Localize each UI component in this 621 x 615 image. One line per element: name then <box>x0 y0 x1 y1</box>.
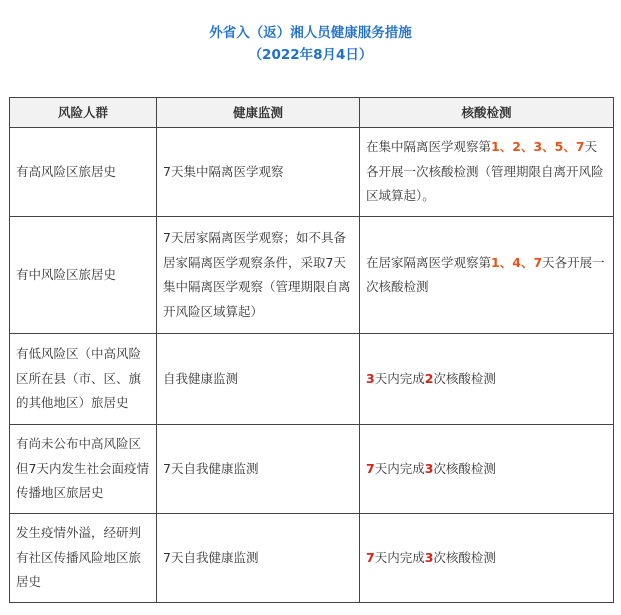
day-number: 7 <box>366 460 375 476</box>
day-separator: 、 <box>499 254 513 270</box>
nucleic-text: 在居家隔离医学观察第 <box>366 254 492 270</box>
table-row <box>10 514 614 603</box>
table-row <box>10 217 614 334</box>
cell-risk-group: 有低风险区（中高风险区所在县（市、区、旗的其他地区）旅居史 <box>10 334 157 425</box>
cell-nucleic-test <box>360 425 614 514</box>
cell-nucleic-test <box>360 334 614 425</box>
cell-nucleic-test <box>360 514 614 603</box>
test-count: 2 <box>424 370 434 386</box>
table-header-row <box>10 98 614 128</box>
day-separator: 、 <box>499 139 513 155</box>
cell-health-monitoring: 自我健康监测 <box>157 334 360 425</box>
day-separator: 、 <box>520 139 534 155</box>
day-number: 1 <box>491 254 500 270</box>
cell-health-monitoring: 7天居家隔离医学观察；如不具备居家隔离医学观察条件，采取7天集中隔离医学观察（管理期限自离开风险区域算起） <box>157 217 360 334</box>
nucleic-text: 天各开展一次核酸检测（管理期限自离开风险区域算起）。 <box>366 139 604 204</box>
day-number: 1 <box>491 139 500 155</box>
table-row <box>10 425 614 514</box>
day-number: 5 <box>554 139 564 155</box>
day-number: 7 <box>575 139 585 155</box>
header-nucleic-test: 核酸检测 <box>360 98 614 128</box>
cell-health-monitoring: 7天自我健康监测 <box>157 514 360 603</box>
cell-nucleic-test <box>360 128 614 217</box>
title-date: （2022年8月4日） <box>248 47 373 63</box>
cell-risk-group: 有尚未公布中高风险区但7天内发生社会面疫情传播地区旅居史 <box>10 425 157 514</box>
day-separator: 、 <box>520 254 534 270</box>
cell-risk-group: 有高风险区旅居史 <box>10 128 157 217</box>
day-number: 2 <box>512 139 521 155</box>
header-health-monitoring: 健康监测 <box>157 98 360 128</box>
header-risk-group: 风险人群 <box>10 98 157 128</box>
nucleic-text: 天各开展一次核酸检测 <box>366 254 605 294</box>
day-number: 3 <box>533 139 543 155</box>
cell-risk-group: 发生疫情外溢，经研判有社区传播风险地区旅居史 <box>10 514 157 603</box>
title-main: 外省入（返）湘人员健康服务措施 <box>209 25 412 41</box>
cell-health-monitoring: 7天集中隔离医学观察 <box>157 128 360 217</box>
day-separator: 、 <box>542 139 555 155</box>
cell-nucleic-test <box>360 217 614 334</box>
test-count: 3 <box>424 549 434 565</box>
day-number: 4 <box>512 254 521 270</box>
table-row <box>10 128 614 217</box>
nucleic-text: 天内完成 <box>374 549 425 565</box>
day-number: 7 <box>533 254 543 270</box>
nucleic-text: 天内完成 <box>374 370 425 386</box>
nucleic-text: 次核酸检测 <box>433 549 496 565</box>
measures-table <box>9 97 614 603</box>
day-number: 7 <box>366 549 375 565</box>
nucleic-text: 次核酸检测 <box>433 460 496 476</box>
nucleic-text: 在集中隔离医学观察第 <box>366 139 492 155</box>
day-separator: 、 <box>563 139 576 155</box>
test-count: 3 <box>424 460 434 476</box>
nucleic-text: 次核酸检测 <box>433 370 496 386</box>
table-row <box>10 334 614 425</box>
cell-risk-group: 有中风险区旅居史 <box>10 217 157 334</box>
page-title <box>0 22 621 66</box>
cell-health-monitoring: 7天自我健康监测 <box>157 425 360 514</box>
nucleic-text: 天内完成 <box>374 460 425 476</box>
day-number: 3 <box>366 370 375 386</box>
